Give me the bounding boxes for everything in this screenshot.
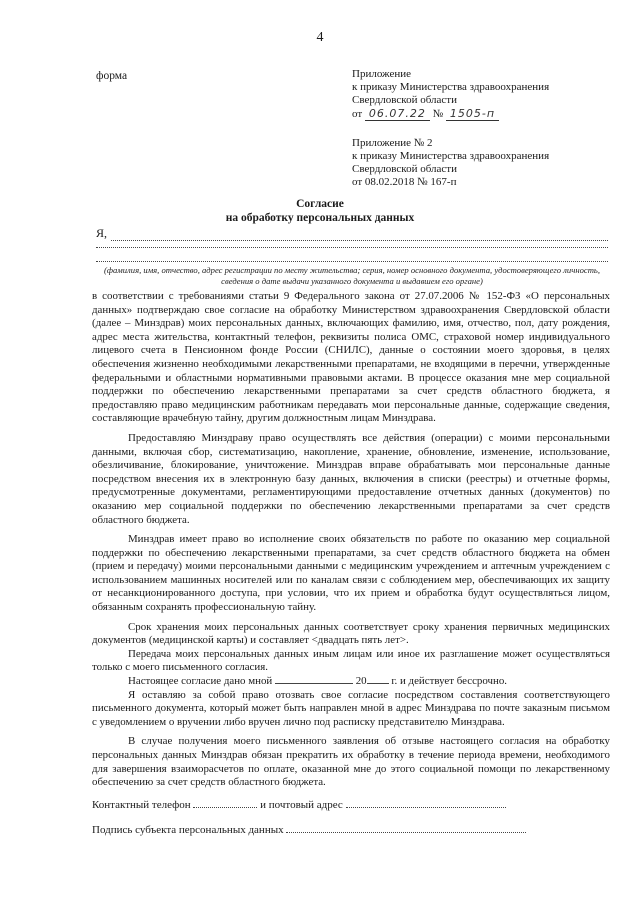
paragraph-transfer: Передача моих персональных данных иным лицам или иное их разглашение может осуществляться только с моего письменного согласия. xyxy=(92,647,610,674)
paragraph-revoke-processing: В случае получения моего письменного заявления об отзыве настоящего согласия на обработку персональных данных Минздрав обязан прекратить их обработку в течение периода времени, необходимого для завершения взаиморасчетов по оплате, оказанной мне до этого социальной помощи по лекарственному обеспечению за счет средств областного бюджета. xyxy=(92,735,610,789)
phone-label: Контактный телефон xyxy=(92,799,191,811)
signature-label: Подпись субъекта персональных данных xyxy=(92,824,284,836)
consent-date-blank[interactable] xyxy=(275,683,353,684)
form-label: форма xyxy=(96,70,128,82)
number-prefix: № xyxy=(432,108,444,120)
name-field-row xyxy=(96,226,608,241)
consent-year-prefix: 20 xyxy=(355,675,367,688)
consent-date-text-after: г. и действует бессрочно. xyxy=(391,675,507,688)
appendix-2-line3: Свердловской области xyxy=(352,163,457,175)
document-subtitle: на обработку персональных данных xyxy=(225,212,415,224)
name-fill-line[interactable] xyxy=(111,229,608,241)
appendix-1-line1: Приложение xyxy=(352,68,412,80)
appendix-2-block xyxy=(352,137,549,189)
fill-line[interactable] xyxy=(96,247,608,248)
fill-line[interactable] xyxy=(96,261,608,262)
consent-year-blank[interactable] xyxy=(367,683,389,684)
paragraph-legal-basis: в соответствии с требованиями статьи 9 Федерального закона от 27.07.2006 № 152-ФЗ «О персональных данных» подтверждаю свое согласие на обработку Министерством здравоохранения Свердловской области (далее – Минздрав) моих персональных данных, включающих фамилию, имя, отчество, пол, дату рождения, адрес места жительства, контактный телефон, реквизиты полиса ОМС, страховой номер индивидуального лицевого счета в Пенсионном фонде России (СНИЛС), данные о состоянии моего здоровья, в целях обеспечения жизненно необходимыми лекарственными препаратами, не входящими в перечни, утвержденные федеральными и областными нормативными правовыми актами. В процессе оказания мне мер социальной поддержки по обеспечению лекарственными препаратами за счет средств областного бюджета, я предоставляю право медицинским работникам передавать мои персональные данные, содержащие сведения, составляющие врачебную тайну, другим должностным лицам Минздрава. xyxy=(92,290,610,425)
document-title: Согласие xyxy=(296,198,344,210)
paragraph-actions: Предоставляю Минздраву право осуществлять все действия (операции) с моими персональными данными, включая сбор, систематизацию, накопление, хранение, обновление, изменение, использование, обезличивание, блокирование, уничтожение. Минздрав вправе обрабатывать мои персональные данные посредством внесения их в электронную базу данных, включения в списки (реестры) и отчетные формы, предусмотренные документами, регламентирующими предоставление отчетных данных (документов) по оказанию мер социальной поддержки по обеспечению лекарственными препаратами за счет средств областного бюджета. xyxy=(92,431,610,526)
consent-date-text-before: Настоящее согласие дано мной xyxy=(128,675,273,688)
phone-blank[interactable] xyxy=(193,807,257,808)
paragraph-storage: Срок хранения моих персональных данных соответствует сроку хранения первичных медицинских документов (медицинской карты) и составляет <двадцать пять лет>. xyxy=(92,620,610,647)
handwritten-order-number: 1505-п xyxy=(446,107,499,121)
appendix-1-block xyxy=(352,68,549,121)
address-blank[interactable] xyxy=(346,807,506,808)
handwritten-date: 06.07.22 xyxy=(365,107,430,121)
paragraph-revoke: Я оставляю за собой право отозвать свое согласие посредством составления соответствующего письменного документа, который может быть направлен мной в адрес Минздрава по почте заказным письмом с уведомлением о вручении либо вручен лично под расписку представителю Минздрава. xyxy=(92,688,610,728)
address-label: и почтовый адрес xyxy=(260,799,343,811)
paragraph-exchange: Минздрав имеет право во исполнение своих обязательств по работе по оказанию мер социальной поддержки по обеспечению лекарственными препаратами, за счет средств областного бюджета на обмен (прием и передачу) моими персональными данными с медицинским учреждением и аптечным учреждением с использованием машинных носителей или по каналам связи с соблюдением мер, обеспечивающих их защиту от несанкционированного доступа, при условии, что их прием и обработка будут осуществляться лицом, обязанным сохранять профессиональную тайну. xyxy=(92,533,610,614)
appendix-1-line2: к приказу Министерства здравоохранения xyxy=(352,81,550,93)
appendix-1-line3: Свердловской области xyxy=(352,94,457,106)
date-prefix: от xyxy=(352,108,363,120)
appendix-2-line1: Приложение № 2 xyxy=(352,137,433,149)
appendix-2-line4: от 08.02.2018 № 167-п xyxy=(352,176,457,188)
ya-label: Я, xyxy=(96,226,108,240)
signature-blank[interactable] xyxy=(286,832,526,833)
signature-row xyxy=(92,824,526,836)
paragraph-consent-date xyxy=(92,675,610,689)
field-hint: (фамилия, имя, отчество, адрес регистрации по месту жительства; серия, номер основного документа, удостоверяющего личность, сведения о дате выдачи указанного документа и выдавшем его органе) xyxy=(104,265,600,286)
consent-body xyxy=(92,290,610,790)
appendix-2-line2: к приказу Министерства здравоохранения xyxy=(352,150,550,162)
page-number: 4 xyxy=(316,30,324,45)
appendix-1-date-line xyxy=(352,107,549,121)
contact-row xyxy=(92,799,506,811)
